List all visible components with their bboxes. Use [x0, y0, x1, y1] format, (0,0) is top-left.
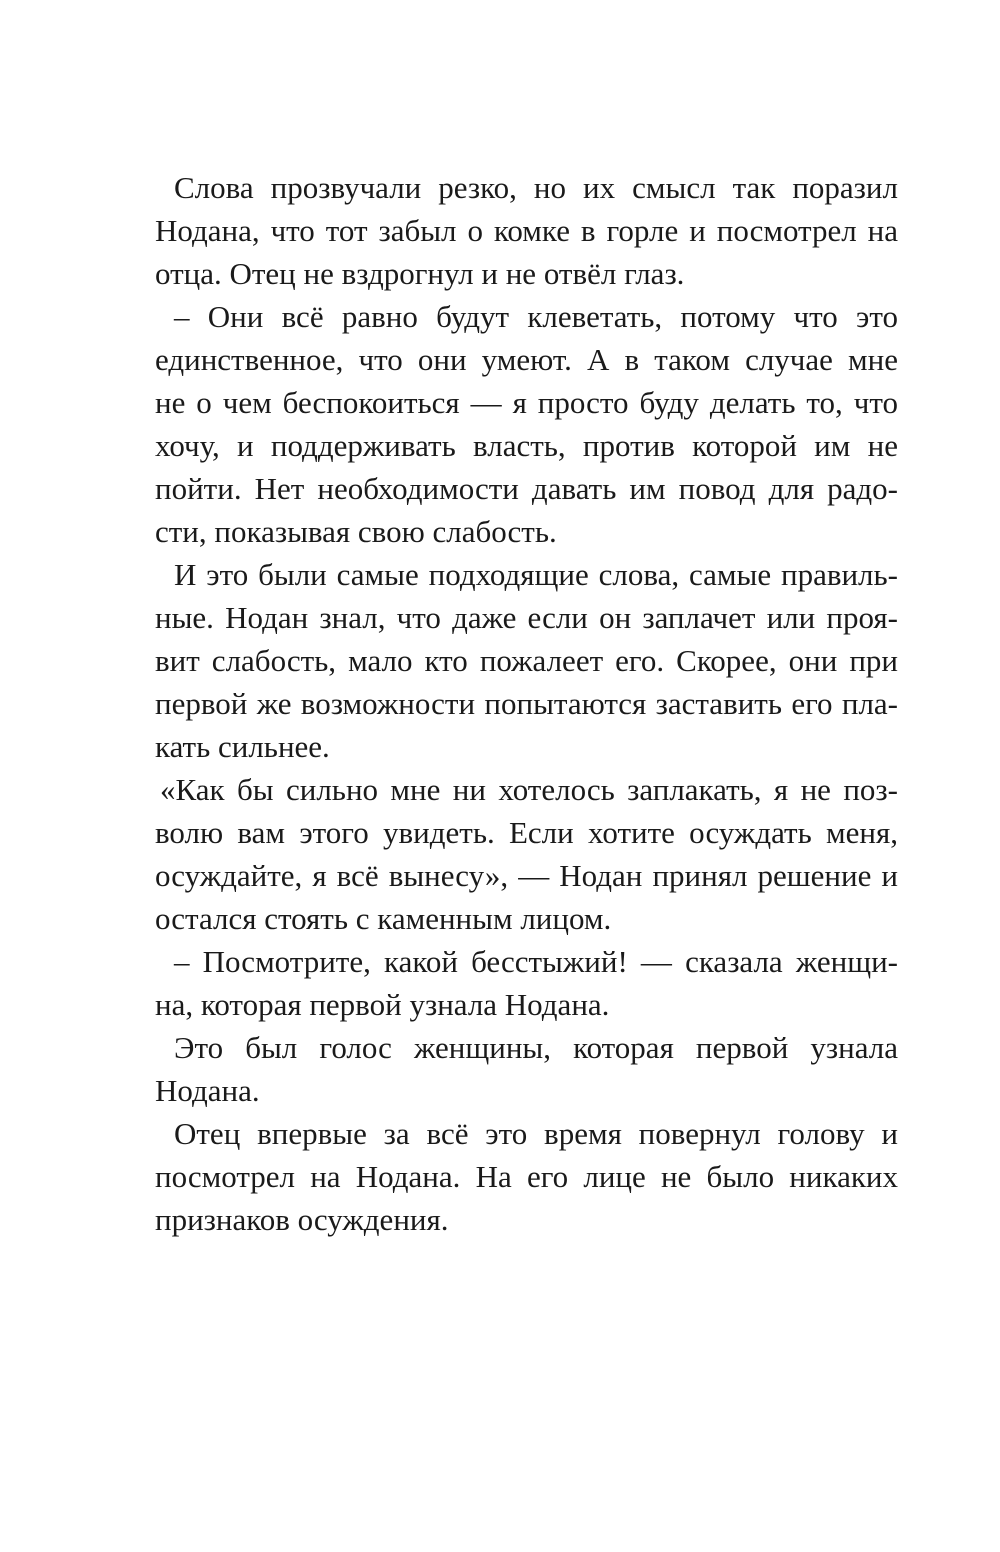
text-line: не о чем беспокоиться — я просто буду делать то, что [155, 385, 898, 420]
text-line: на, которая первой узнала Нодана. [155, 987, 610, 1022]
text-line: хочу, и поддерживать власть, против которой им не [155, 428, 898, 463]
text-line: Это был голос женщины, которая первой узнала [174, 1030, 898, 1065]
text-line: вит слабость, мало кто пожалеет его. Скорее, они при [155, 643, 898, 678]
text-line: сти, показывая свою слабость. [155, 514, 557, 549]
text-line: «Как бы сильно мне ни хотелось заплакать, я не поз- [160, 772, 898, 807]
text-line: посмотрел на Нодана. На его лице не было никаких [155, 1159, 898, 1194]
text-line: кать сильнее. [155, 729, 330, 764]
text-line: единственное, что они умеют. А в таком случае мне [155, 342, 898, 377]
text-line: Слова прозвучали резко, но их смысл так поразил [174, 170, 898, 205]
text-line: осуждайте, я всё вынесу», — Нодан принял решение и [155, 858, 898, 893]
text-line: Нодана. [155, 1073, 260, 1108]
text-line: первой же возможности попытаются заставить его пла- [155, 686, 898, 721]
text-line: Нодана, что тот забыл о комке в горле и посмотрел на [155, 213, 898, 248]
text-line: отца. Отец не вздрогнул и не отвёл глаз. [155, 256, 685, 291]
text-line: признаков осуждения. [155, 1202, 449, 1237]
text-line: остался стоять с каменным лицом. [155, 901, 612, 936]
text-line: И это были самые подходящие слова, самые правиль- [174, 557, 898, 592]
text-line: Отец впервые за всё это время повернул голову и [174, 1116, 898, 1151]
text-line: – Посмотрите, какой бесстыжий! — сказала женщи- [174, 944, 898, 979]
text-line: волю вам этого увидеть. Если хотите осуждать меня, [155, 815, 898, 850]
text-line: пойти. Нет необходимости давать им повод для радо- [155, 471, 898, 506]
text-line: – Они всё равно будут клеветать, потому что это [174, 299, 898, 334]
text-line: ные. Нодан знал, что даже если он заплачет или проя- [155, 600, 898, 635]
